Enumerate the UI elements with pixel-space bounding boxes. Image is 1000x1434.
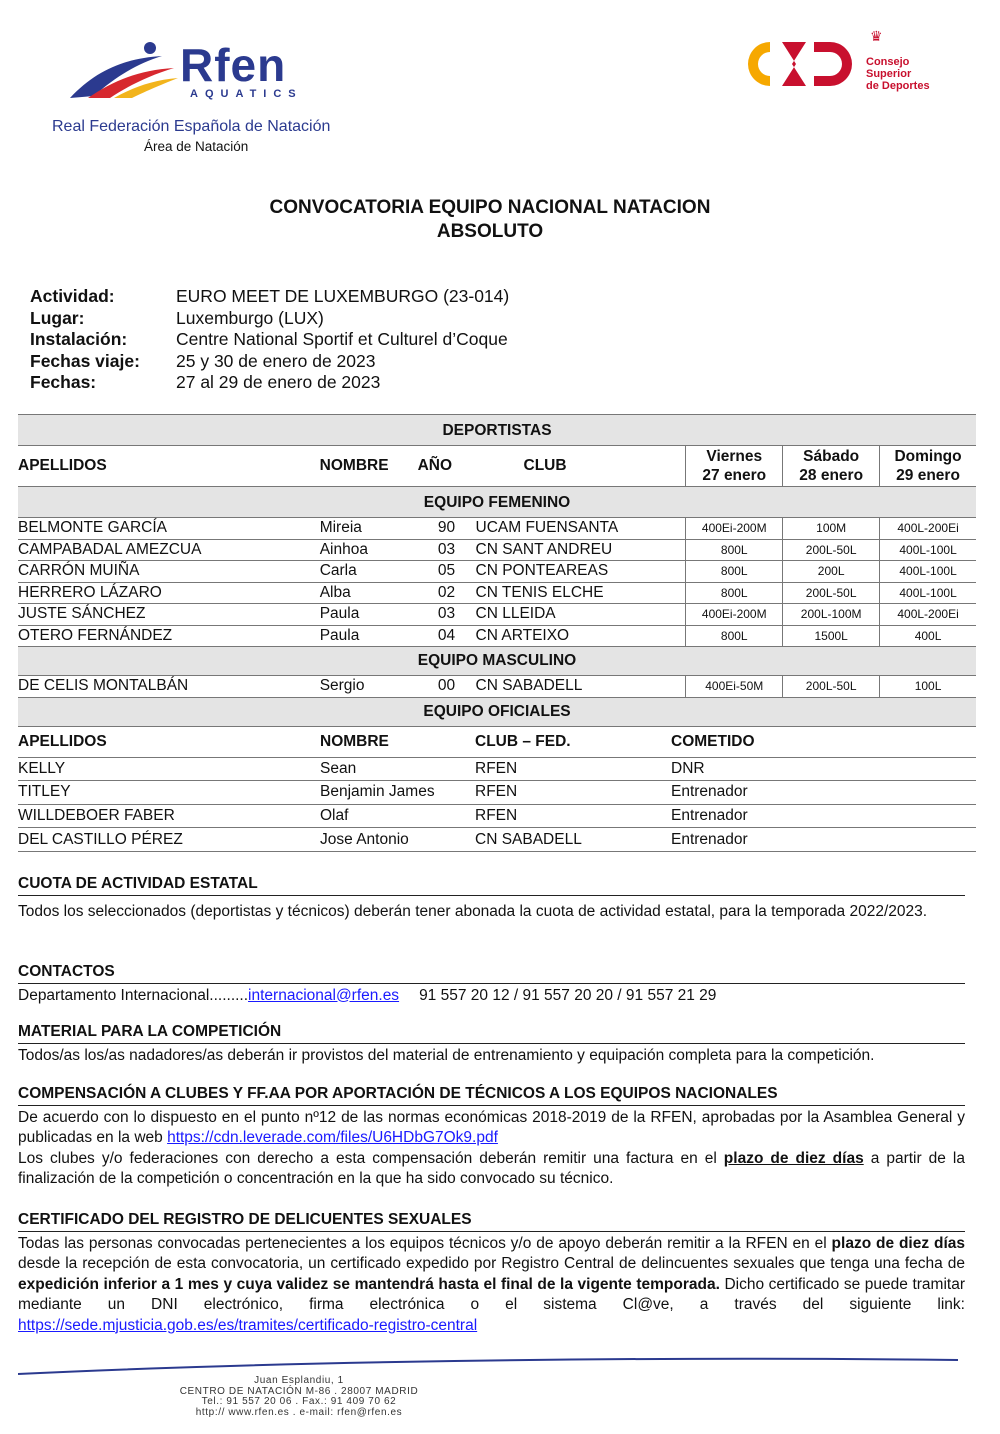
table-row xyxy=(18,583,976,605)
athlete-surname: HERRERO LÁZARO xyxy=(18,583,162,601)
athlete-club: CN PONTEAREAS xyxy=(475,562,609,580)
athlete-name: Mireia xyxy=(319,519,362,537)
athlete-year: 90 xyxy=(437,519,456,537)
event-friday: 400Ei-50M xyxy=(685,676,782,697)
athlete-club: CN SANT ANDREU xyxy=(475,540,613,558)
athlete-name: Alba xyxy=(319,583,351,601)
athlete-surname: CARRÓN MUIÑA xyxy=(18,562,140,580)
table-header-row: APELLIDOS NOMBRE AÑO CLUB Viernes 27 enero Sábado 28 enero Domingo 29 enero xyxy=(18,446,976,487)
athlete-name: Paula xyxy=(319,605,360,623)
official-club: CN SABADELL xyxy=(475,830,582,848)
material-title: MATERIAL PARA LA COMPETICIÓN xyxy=(18,1022,965,1044)
crown-icon: ♛ xyxy=(870,28,883,44)
athlete-year: 03 xyxy=(437,540,456,558)
official-surname: TITLEY xyxy=(18,783,71,801)
event-friday: 800L xyxy=(685,540,782,561)
official-role: Entrenador xyxy=(671,806,748,824)
event-saturday: 100M xyxy=(782,518,879,539)
masculino-header: EQUIPO MASCULINO xyxy=(18,647,976,676)
cuota-title: CUOTA DE ACTIVIDAD ESTATAL xyxy=(18,874,965,896)
athlete-surname: CAMPABADAL AMEZCUA xyxy=(18,540,202,558)
athlete-club: CN TENIS ELCHE xyxy=(475,583,604,601)
official-club: RFEN xyxy=(475,806,518,824)
official-club: RFEN xyxy=(475,783,518,801)
table-row xyxy=(18,518,976,540)
event-saturday: 200L xyxy=(782,561,879,582)
mjusticia-link[interactable]: https://sede.mjusticia.gob.es/es/tramites/certificado-registro-central xyxy=(18,1316,478,1334)
official-surname: WILLDEBOER FABER xyxy=(18,806,175,824)
athlete-name: Sergio xyxy=(319,677,365,695)
csd-logo xyxy=(742,36,862,92)
athlete-year: 05 xyxy=(437,562,456,580)
official-role: Entrenador xyxy=(671,783,748,801)
official-name: Olaf xyxy=(320,806,349,824)
official-club: RFEN xyxy=(475,759,518,777)
event-sunday: 400L-100L xyxy=(879,583,976,604)
event-saturday: 200L-50L xyxy=(782,676,879,697)
table-row xyxy=(18,561,976,583)
table-row xyxy=(18,828,976,852)
event-sunday: 100L xyxy=(879,676,976,697)
rfen-aquatics: AQUATICS xyxy=(190,88,303,100)
official-surname: DEL CASTILLO PÉREZ xyxy=(18,830,183,848)
athlete-year: 04 xyxy=(437,626,456,644)
oficiales-header-row: APELLIDOS NOMBRE CLUB – FED. COMETIDO xyxy=(18,727,976,758)
document-title: CONVOCATORIA EQUIPO NACIONAL NATACION ABSOLUTO xyxy=(269,197,711,242)
official-surname: KELLY xyxy=(18,759,66,777)
event-sunday: 400L-100L xyxy=(879,540,976,561)
compensacion-title: COMPENSACIÓN A CLUBES Y FF.AA POR APORTACIÓN DE TÉCNICOS A LOS EQUIPOS NACIONALES xyxy=(18,1084,965,1106)
athletes-table xyxy=(18,414,976,852)
certificado-section: CERTIFICADO DEL REGISTRO DE DELICUENTES SEXUALES Todas las personas convocadas pertenecientes a los equipos técnicos y/o de apoyo deberán remitir a la RFEN en el plazo de diez días desde la recepción de esta convocatoria, un certificado expedido por Registro Central de delincuentes sexuales que tenga una fecha de expedición inferior a 1 mes y cuya validez se mantendrá hasta el final de la vigente temporada. Dicho certificado se puede tramitar mediante un DNI electrónico, firma electrónica o el sistema Cl@ve, a través del siguiente link: https://sede.mjusticia.gob.es/es/tramites/certificado-registro-central xyxy=(18,1211,965,1334)
event-sunday: 400L xyxy=(879,626,976,647)
rfen-wordmark: Rfen xyxy=(180,39,287,91)
athlete-surname: OTERO FERNÁNDEZ xyxy=(18,626,173,644)
athlete-name: Carla xyxy=(319,562,357,580)
cuota-section xyxy=(18,874,965,922)
table-row xyxy=(18,805,976,829)
official-name: Sean xyxy=(320,759,357,777)
table-row xyxy=(18,604,976,626)
athlete-year: 02 xyxy=(437,583,456,601)
athlete-name: Paula xyxy=(319,626,360,644)
event-friday: 400Ei-200M xyxy=(685,604,782,625)
athlete-year: 03 xyxy=(437,605,456,623)
femenino-header: EQUIPO FEMENINO xyxy=(18,487,976,518)
athlete-club: CN SABADELL xyxy=(475,677,583,695)
federation-name: Real Federación Española de Natación xyxy=(52,118,331,135)
table-row xyxy=(18,540,976,562)
official-name: Jose Antonio xyxy=(320,830,409,848)
official-role: Entrenador xyxy=(671,830,748,848)
rfen-swimmer-logo xyxy=(66,40,186,102)
event-friday: 800L xyxy=(685,583,782,604)
table-row xyxy=(18,758,976,782)
cuota-text: Todos los seleccionados (deportistas y técnicos) deberán tener abonada la cuota de actividad estatal, para la temporada 2022/2023. xyxy=(18,902,928,920)
email-link[interactable]: internacional@rfen.es xyxy=(248,986,400,1004)
event-friday: 400Ei-200M xyxy=(685,518,782,539)
event-sunday: 400L-100L xyxy=(879,561,976,582)
area-name: Área de Natación xyxy=(144,139,249,154)
athlete-surname: DE CELIS MONTALBÁN xyxy=(18,677,189,695)
event-sunday: 400L-200Ei xyxy=(879,604,976,625)
deportistas-header: DEPORTISTAS xyxy=(18,414,976,446)
event-saturday: 200L-50L xyxy=(782,583,879,604)
contactos-title: CONTACTOS xyxy=(18,962,965,984)
athlete-club: CN LLEIDA xyxy=(475,605,556,623)
csd-name: Consejo Superior de Deportes xyxy=(866,56,930,92)
footer-address: Juan Esplandiu, 1 CENTRO DE NATACIÓN M-86 . 28007 MADRID Tel.: 91 557 20 06 . Fax.: 91 409 70 62 http:// www.rfen.es . e-mail: rfen@rfen.es xyxy=(179,1375,419,1418)
official-role: DNR xyxy=(671,759,705,777)
athlete-surname: BELMONTE GARCÍA xyxy=(18,519,167,537)
event-saturday: 200L-100M xyxy=(782,604,879,625)
event-saturday: 200L-50L xyxy=(782,540,879,561)
athlete-club: UCAM FUENSANTA xyxy=(475,519,619,537)
athlete-name: Ainhoa xyxy=(319,540,368,558)
compensacion-section: COMPENSACIÓN A CLUBES Y FF.AA POR APORTACIÓN DE TÉCNICOS A LOS EQUIPOS NACIONALES De acuerdo con lo dispuesto en el punto nº12 de las normas económicas 2018-2019 de la RFEN, aprobadas por la Asamblea General y publicadas en la web https://cdn.leverade.com/files/U6HDbG7Ok9.pdf Los clubes y/o federaciones con derecho a esta compensación deberán remitir una factura en el plazo de diez días a partir de la finalización de la competición o concentración en la que ha sido convocado su técnico. xyxy=(18,1085,965,1187)
certificado-title: CERTIFICADO DEL REGISTRO DE DELICUENTES SEXUALES xyxy=(18,1210,965,1232)
event-sunday: 400L-200Ei xyxy=(879,518,976,539)
official-name: Benjamin James xyxy=(320,783,435,801)
material-section: MATERIAL PARA LA COMPETICIÓN Todos/as los/as nadadores/as deberán ir provistos del material de entrenamiento y equipación completa para la competición. xyxy=(18,1022,965,1066)
table-row xyxy=(18,626,976,648)
table-row xyxy=(18,676,976,698)
contactos-section: CONTACTOS Departamento Internacional.........internacional@rfen.es 91 557 20 12 / 91 557 20 20 / 91 557 21 29 xyxy=(18,962,965,1006)
footer-wave xyxy=(18,1352,963,1378)
athlete-year: 00 xyxy=(437,677,456,695)
table-row xyxy=(18,781,976,805)
event-saturday: 1500L xyxy=(782,626,879,647)
leverade-link[interactable]: https://cdn.leverade.com/files/U6HDbG7Ok9.pdf xyxy=(167,1129,498,1146)
athlete-club: CN ARTEIXO xyxy=(475,626,570,644)
event-friday: 800L xyxy=(685,561,782,582)
athlete-surname: JUSTE SÁNCHEZ xyxy=(18,605,146,623)
event-friday: 800L xyxy=(685,626,782,647)
activity-info: Actividad: EURO MEET DE LUXEMBURGO (23-014) Lugar: Luxemburgo (LUX) Instalación: Centre National Sportif et Culturel d’Coque Fechas viaje: 25 y 30 de enero de 2023 Fechas: 27 al 29 de enero de 2023 xyxy=(30,286,510,392)
oficiales-header: EQUIPO OFICIALES xyxy=(18,698,976,727)
